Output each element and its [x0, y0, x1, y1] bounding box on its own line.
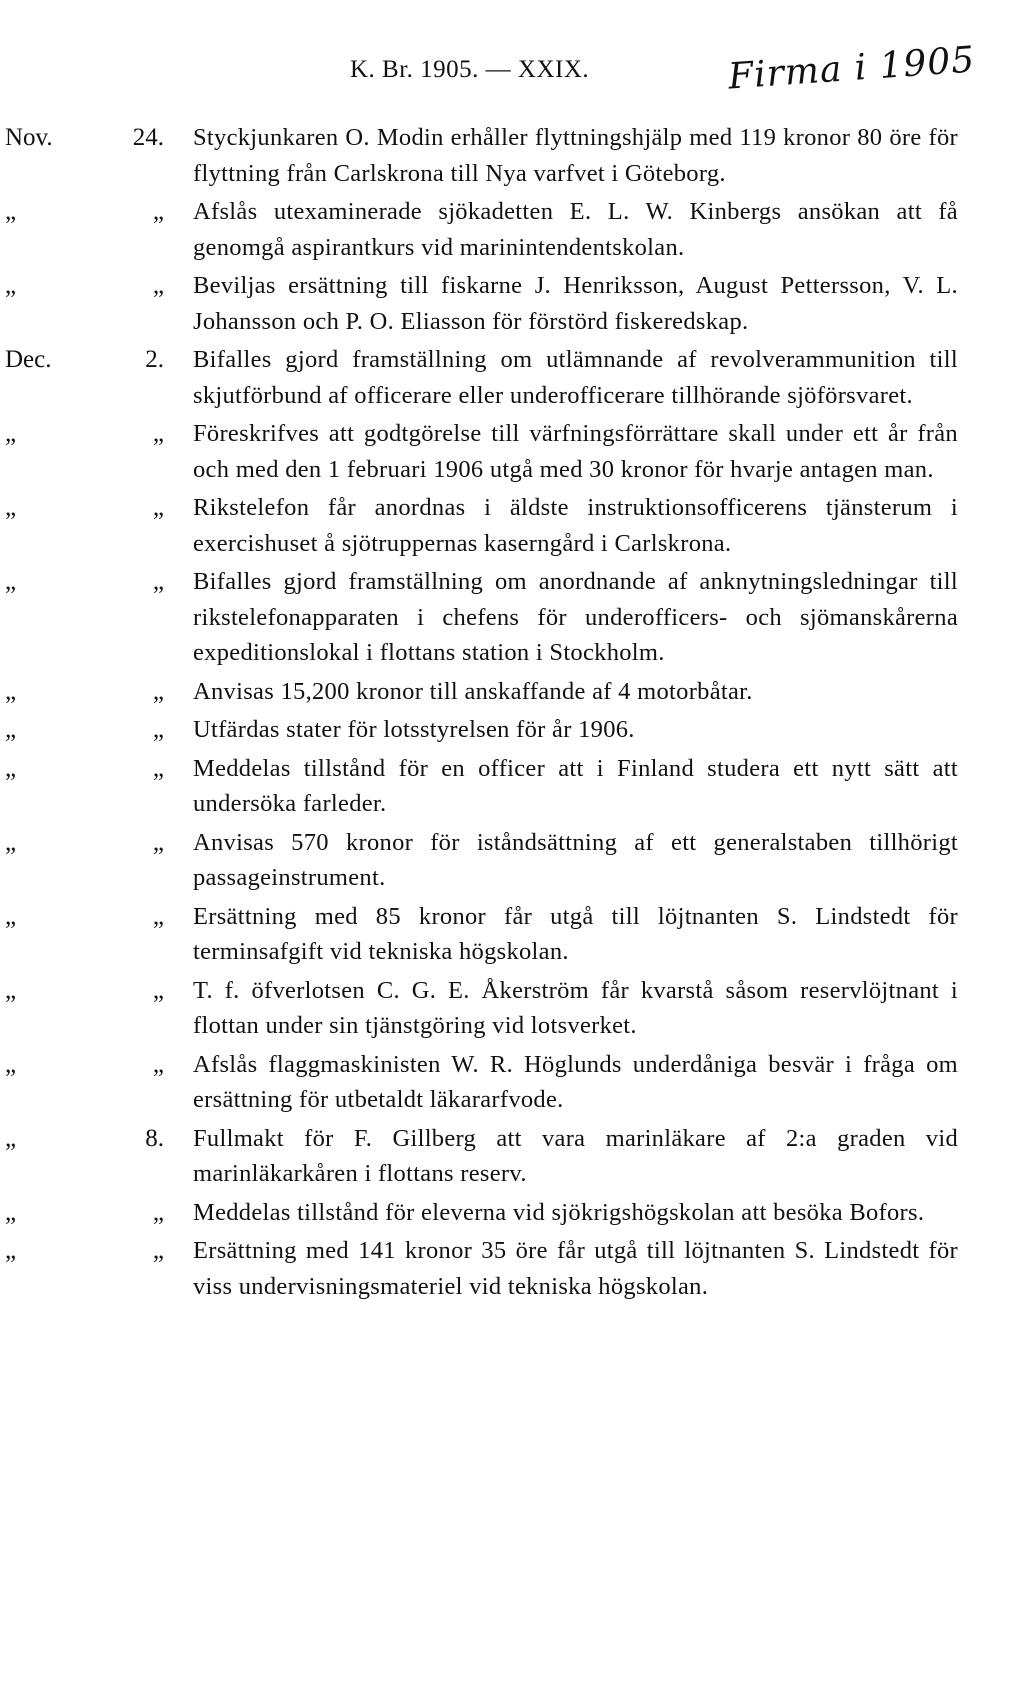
entry-day: „ — [152, 1050, 164, 1078]
entry-day: „ — [152, 902, 164, 930]
entry-month: „ — [5, 198, 17, 225]
entry-text: Bifalles gjord framställning om utlämnande af revolverammunition till skjutförbund af officerare eller underofficerare tillhörande sjöförsvaret. — [193, 346, 958, 409]
entry — [0, 268, 1024, 339]
entry-text: Beviljas ersättning till fiskarne J. Henriksson, August Pettersson, V. L. Johansson och P. O. Eliasson för förstörd fiskeredskap. — [193, 272, 958, 335]
entry-month: „ — [5, 272, 17, 299]
entry — [0, 564, 1024, 671]
entry-day: „ — [152, 198, 164, 225]
entry — [0, 490, 1024, 561]
entry-day: „ — [152, 976, 164, 1004]
entry-month: „ — [5, 976, 17, 1004]
entry-month: „ — [5, 420, 17, 447]
entry-text: Anvisas 570 kronor för iståndsättning af ett generalstaben tillhörigt passageinstrument. — [193, 828, 958, 891]
entry-day: „ — [152, 420, 164, 447]
entry — [0, 342, 1024, 413]
entry-text: Meddelas tillstånd för eleverna vid sjökrigshögskolan att besöka Bofors. — [193, 1198, 925, 1226]
entry — [0, 899, 1024, 970]
entry — [0, 1047, 1024, 1118]
entry — [0, 674, 1024, 710]
handwritten-note: Firma i 1905 — [726, 39, 977, 98]
entry-text: Utfärdas stater för lotsstyrelsen för år 1906. — [193, 716, 635, 743]
entry-month: „ — [5, 902, 17, 930]
entry-month: „ — [5, 828, 17, 856]
entry — [0, 712, 1024, 748]
entry-day: „ — [152, 1237, 164, 1264]
entry-text: Rikstelefon får anordnas i äldste instruktionsofficerens tjänsterum i exercishuset å sjötruppernas kaserngård i Carlskrona. — [193, 494, 958, 557]
entry-day: „ — [152, 754, 164, 782]
entry-day: „ — [152, 677, 164, 705]
entry-day: „ — [152, 494, 164, 521]
entry — [0, 1195, 1024, 1231]
entry-month: Dec. — [5, 346, 52, 373]
entry-day: 2. — [145, 346, 164, 373]
page-header — [0, 39, 1024, 98]
entry-day: „ — [152, 716, 164, 743]
entry-list — [0, 120, 1024, 1307]
entry-text: Afslås utexaminerade sjökadetten E. L. W. Kinbergs ansökan att få genomgå aspirantkurs vid marinintendentskolan. — [193, 198, 958, 261]
entry — [0, 751, 1024, 822]
entry — [0, 1121, 1024, 1192]
page-title: K. Br. 1905. — XXIX. — [350, 56, 590, 83]
entry — [0, 973, 1024, 1044]
entry-month: „ — [5, 1050, 17, 1078]
entry — [0, 194, 1024, 265]
entry — [0, 1233, 1024, 1304]
entry — [0, 825, 1024, 896]
entry — [0, 120, 1024, 191]
entry-day: „ — [152, 1198, 164, 1226]
entry-month: „ — [5, 494, 17, 521]
entry-day: „ — [152, 568, 164, 595]
entry-month: „ — [5, 568, 17, 595]
entry-text: Anvisas 15,200 kronor till anskaffande af 4 motorbåtar. — [193, 677, 753, 705]
entry-day: 24. — [132, 124, 164, 151]
entry-day: 8. — [145, 1124, 164, 1152]
entry-text: Meddelas tillstånd för en officer att i Finland studera ett nytt sätt att undersöka farleder. — [193, 754, 958, 817]
entry-month: „ — [5, 1237, 17, 1264]
entry-month: Nov. — [5, 124, 53, 151]
entry-day: „ — [152, 272, 164, 299]
entry-text: Styckjunkaren O. Modin erhåller flyttningshjälp med 119 kronor 80 öre för flyttning från Carlskrona till Nya varfvet i Göteborg. — [193, 124, 958, 187]
entry-text: Föreskrifves att godtgörelse till värfningsförrättare skall under ett år från och med den 1 februari 1906 utgå med 30 kronor för hvarje antagen man. — [193, 420, 958, 483]
entry-month: „ — [5, 1124, 17, 1152]
entry-text: Ersättning med 141 kronor 35 öre får utgå till löjtnanten S. Lindstedt för viss undervisningsmateriel vid tekniska högskolan. — [193, 1237, 958, 1300]
entry-month: „ — [5, 754, 17, 782]
entry-month: „ — [5, 1198, 17, 1226]
entry-month: „ — [5, 716, 17, 743]
entry-text: Afslås flaggmaskinisten W. R. Höglunds underdåniga besvär i fråga om ersättning för utbetaldt läkararfvode. — [193, 1050, 958, 1113]
entry-text: Ersättning med 85 kronor får utgå till löjtnanten S. Lindstedt för terminsafgift vid tekniska högskolan. — [193, 902, 958, 965]
entry-text: T. f. öfverlotsen C. G. E. Åkerström får kvarstå såsom reservlöjtnant i flottan under sin tjänstgöring vid lotsverket. — [193, 976, 958, 1039]
entry-text: Bifalles gjord framställning om anordnande af anknytningsledningar till rikstelefonapparaten i chefens för underofficers- och sjömanskårerna expeditionslokal i flottans station i Stockholm. — [193, 568, 958, 666]
entry-month: „ — [5, 677, 17, 705]
entry — [0, 416, 1024, 487]
entry-day: „ — [152, 828, 164, 856]
entry-text: Fullmakt för F. Gillberg att vara marinläkare af 2:a graden vid marinläkarkåren i flottans reserv. — [193, 1124, 958, 1187]
